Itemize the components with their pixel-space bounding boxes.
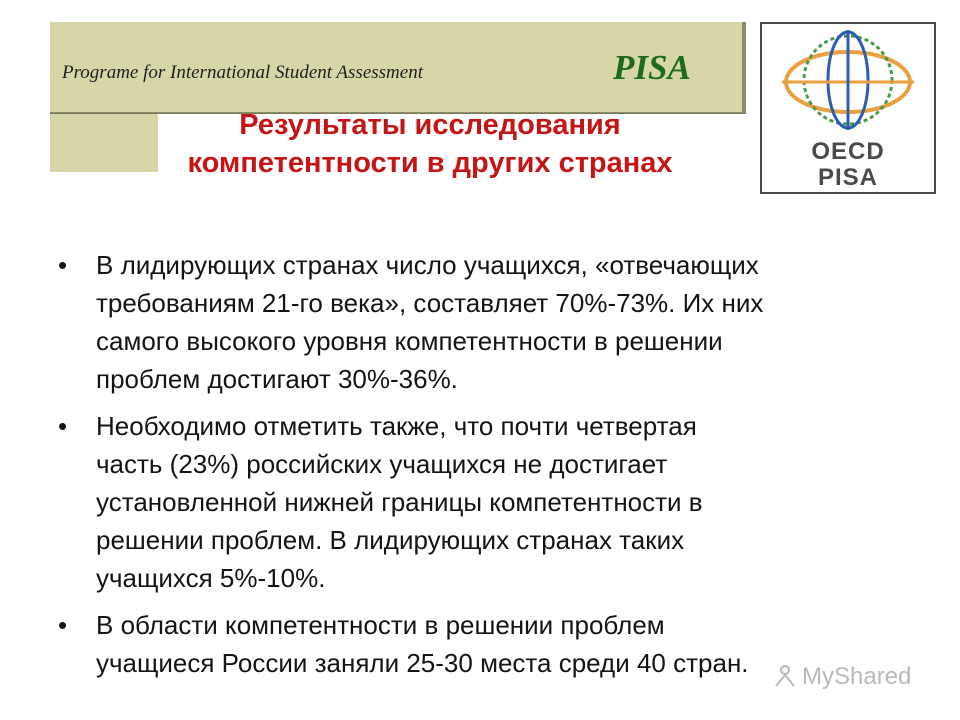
logo-text-pisa: PISA (817, 164, 878, 191)
logo-text-oecd: OECD (811, 138, 885, 165)
program-name: Programe for International Student Assessment (62, 62, 423, 83)
bullet-text: В области компетентности в решении проблем учащиеся России заняли 25-30 места среди 40 стран. (96, 610, 749, 678)
title-line-2: компетентности в других странах (187, 147, 673, 179)
bullet-item (58, 246, 938, 398)
bullet-item (58, 407, 938, 597)
bullet-marker: • (58, 250, 68, 280)
watermark-logo-icon (772, 662, 798, 688)
pisa-tag: PISA (613, 48, 691, 87)
watermark (772, 662, 911, 691)
bullet-marker: • (58, 610, 68, 640)
bullet-text: В лидирующих странах число учащихся, «отвечающих требованиям 21-го века», составляет 70%-73%. Их них самого высокого уровня компетентности в решении проблем достигают 30%-36%. (96, 250, 764, 394)
oecd-pisa-logo (760, 22, 936, 194)
bullet-marker: • (58, 411, 68, 441)
title-line-1: Результаты исследования (239, 109, 621, 141)
globe-icon (762, 24, 934, 134)
watermark-text: MyShared (802, 663, 912, 690)
slide-title (130, 106, 730, 182)
bullet-text: Необходимо отметить также, что почти четвертая часть (23%) российских учащихся не достигает установленной нижней границы компетентности в решении проблем. В лидирующих странах таких учащихся 5%-10%. (96, 411, 703, 593)
bullet-list (58, 246, 938, 691)
